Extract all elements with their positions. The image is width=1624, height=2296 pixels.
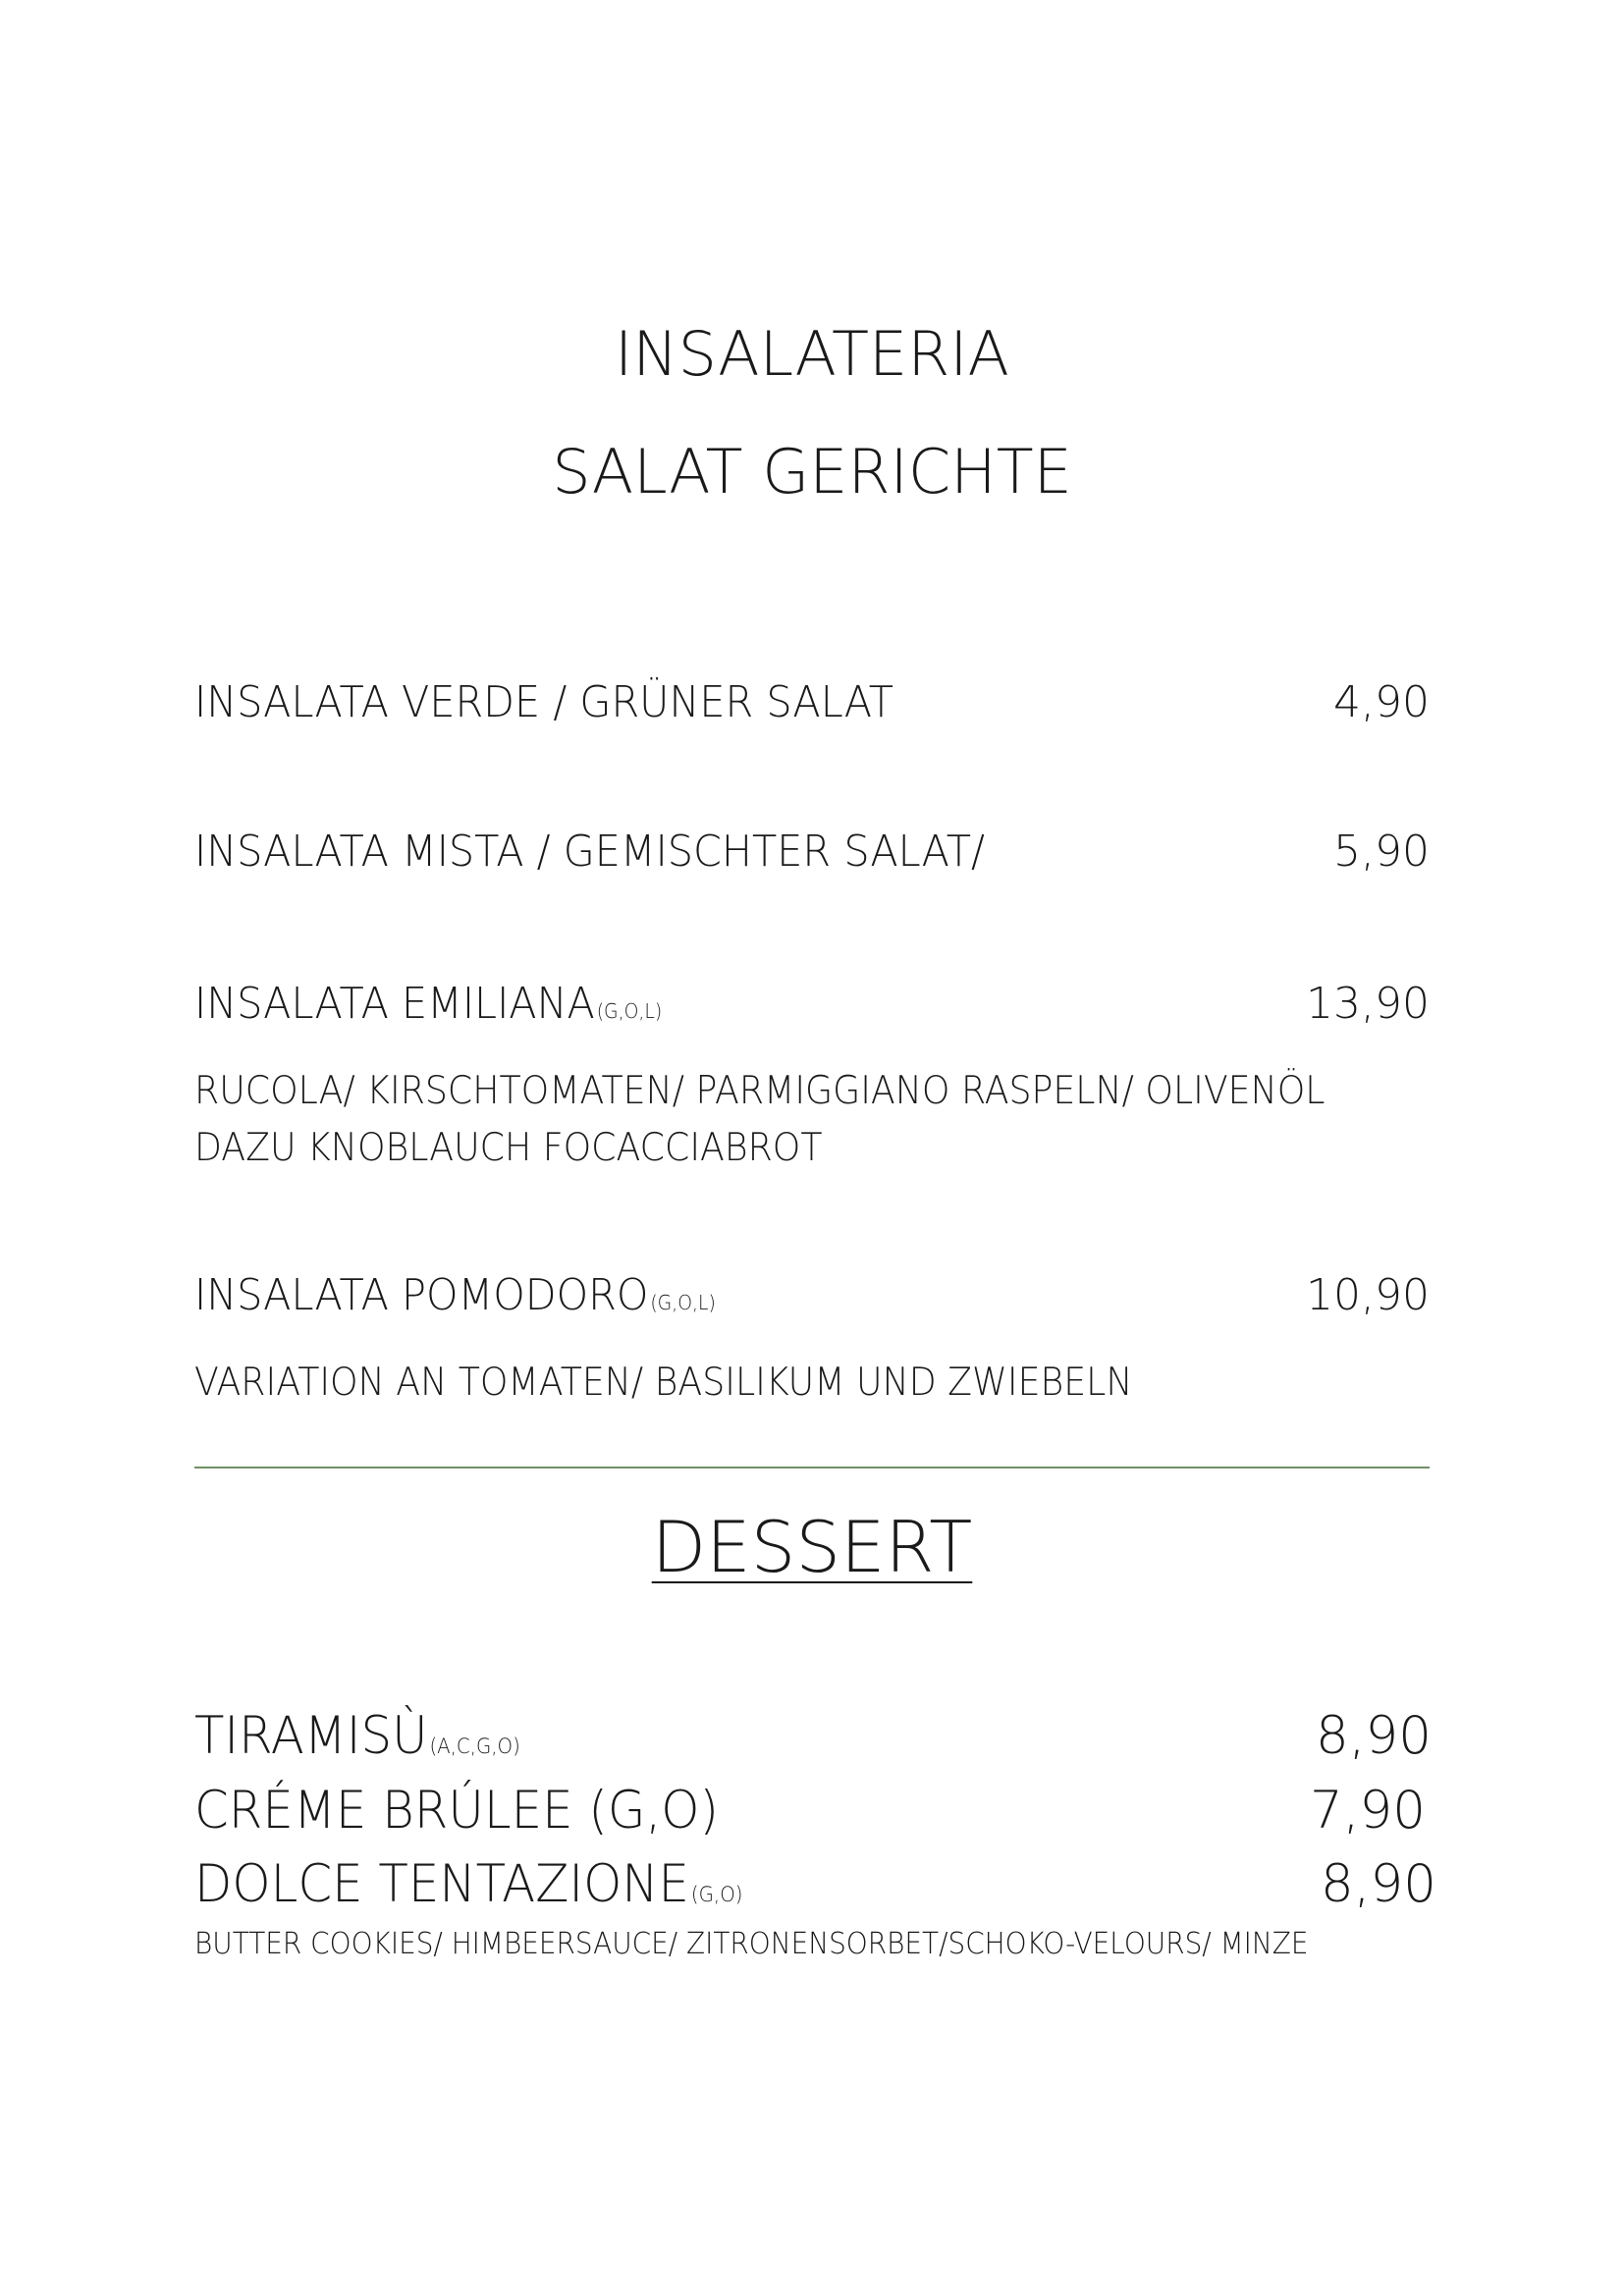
dessert-item-dolce-tentazione (194, 1854, 743, 1914)
menu-item-price: 4,90 (1333, 677, 1430, 727)
menu-item-name: INSALATA EMILIANA (194, 979, 595, 1029)
allergen-codes: (A,C,G,O) (429, 1735, 520, 1758)
allergen-codes: (G,O) (690, 1883, 743, 1906)
menu-item-name: INSALATA VERDE / GRÜNER SALAT (194, 677, 894, 727)
page-subtitle: SALAT GERICHTE (552, 436, 1072, 507)
dessert-item-name: TIRAMISÙ (194, 1706, 428, 1766)
dessert-item-name: DOLCE TENTAZIONE (194, 1854, 690, 1914)
dessert-item-tiramisu (194, 1706, 520, 1766)
dessert-heading: DESSERT (651, 1506, 973, 1588)
menu-item-description: DAZU KNOBLAUCH FOCACCIABROT (194, 1126, 823, 1170)
menu-item-insalata-pomodoro (194, 1270, 716, 1320)
section-divider (194, 1467, 1430, 1468)
menu-item-insalata-mista (194, 827, 985, 877)
dessert-item-price: 7,90 (1309, 1781, 1426, 1841)
dessert-item-price: 8,90 (1320, 1854, 1436, 1914)
dessert-item-price: 8,90 (1315, 1706, 1432, 1766)
allergen-codes: (G,O,L) (650, 1291, 716, 1314)
menu-item-description: VARIATION AN TOMATEN/ BASILIKUM UND ZWIEBELN (194, 1361, 1133, 1405)
page-title: INSALATERIA (615, 318, 1009, 390)
menu-item-price: 10,90 (1306, 1270, 1430, 1320)
dessert-item-description: BUTTER COOKIES/ HIMBEERSAUCE/ ZITRONENSORBET/SCHOKO-VELOURS/ MINZE (194, 1927, 1309, 1961)
dessert-item-creme-brulee (194, 1781, 719, 1841)
dessert-item-name: CRÉME BRÚLEE (G,O) (194, 1781, 719, 1841)
allergen-codes: (G,O,L) (596, 999, 663, 1023)
menu-item-name: INSALATA POMODORO (194, 1270, 649, 1320)
menu-item-price: 13,90 (1306, 979, 1430, 1029)
menu-item-price: 5,90 (1333, 827, 1430, 877)
menu-item-description: RUCOLA/ KIRSCHTOMATEN/ PARMIGGIANO RASPELN/ OLIVENÖL (194, 1069, 1326, 1113)
menu-item-insalata-verde (194, 677, 894, 727)
menu-item-insalata-emiliana (194, 979, 663, 1029)
menu-item-name: INSALATA MISTA / GEMISCHTER SALAT/ (194, 827, 985, 877)
